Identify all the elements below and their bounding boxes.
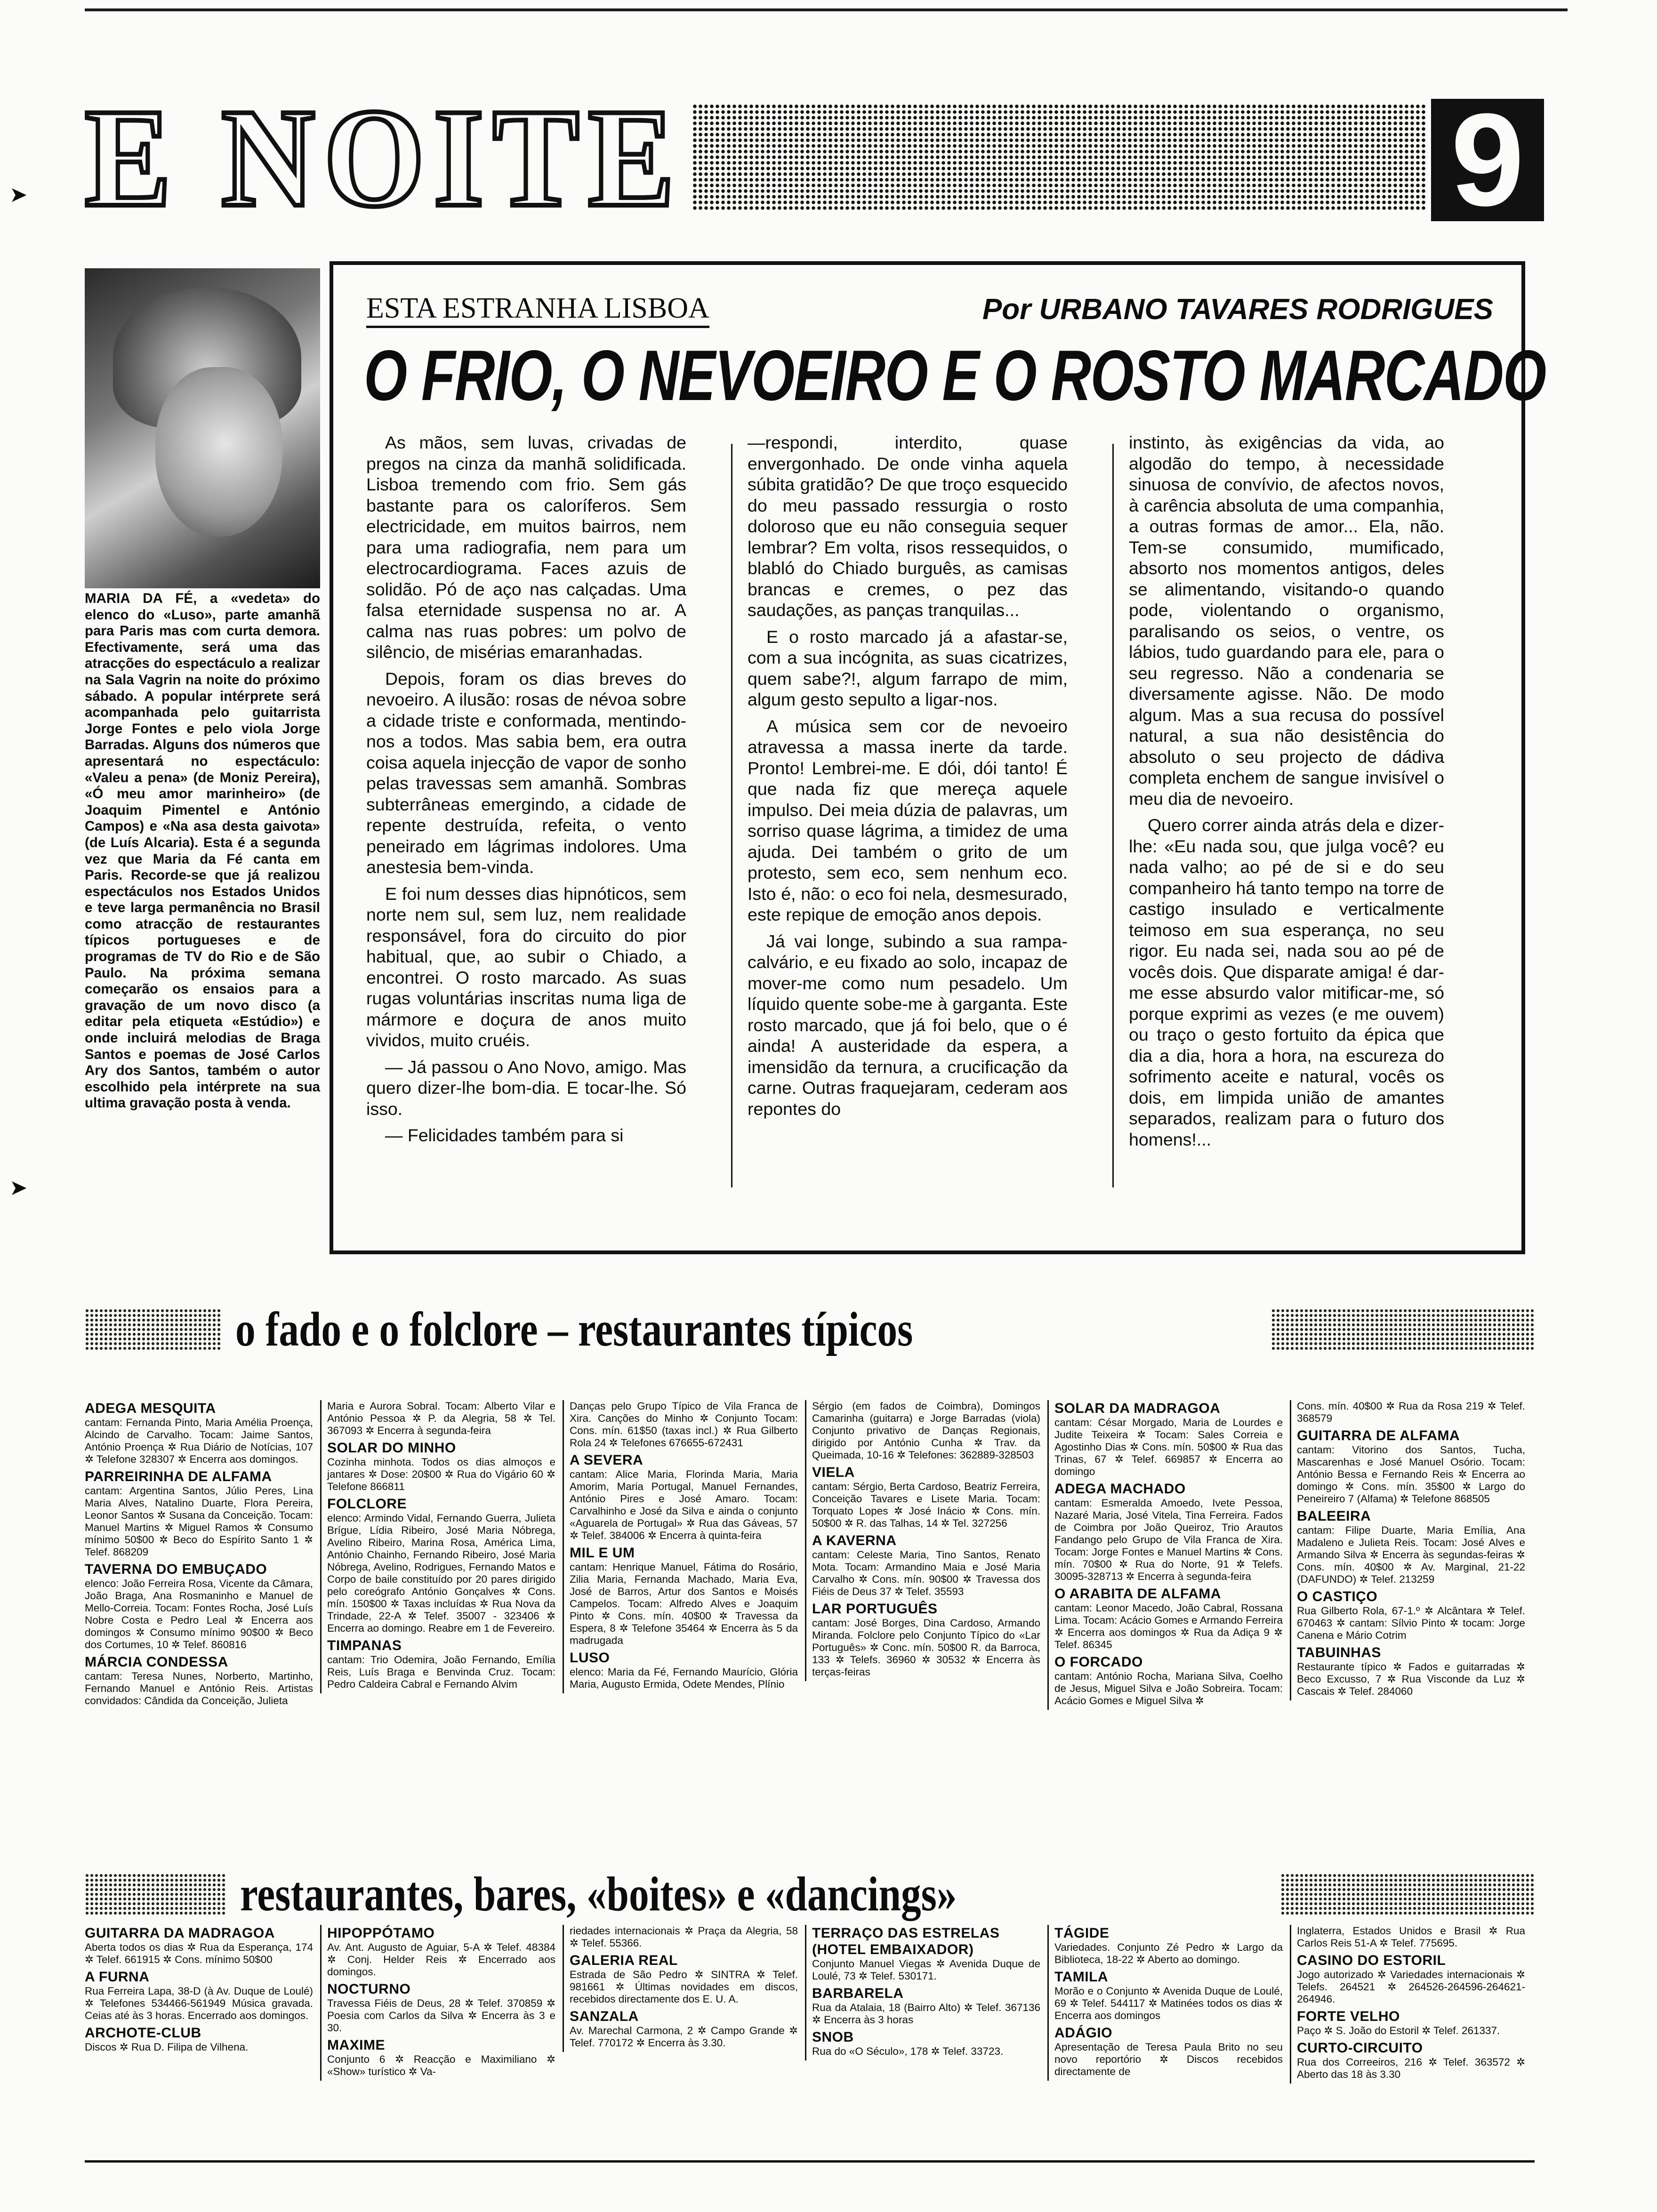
- article-byline: Por URBANO TAVARES RODRIGUES: [982, 293, 1493, 326]
- article-paragraph: A música sem cor de nevoeiro atravessa a massa inerte da tarde. Pronto! Lembrei-me. E dói, dói tanto! É que nada fiz que mereça aquele impulso. Dei meia dúzia de palavras, um sorriso quase lágrima, a timidez de uma ajuda. Dei também o grito de um protesto, sem eco, sem nenhum eco. Isto é, não: o eco foi nela, desmesurado, este repique de emoção anos depois.: [748, 716, 1068, 924]
- listing-entry: [812, 1985, 1040, 2026]
- listing-entry: [327, 1637, 555, 1691]
- listing-details: cantam: Esmeralda Amoedo, Ivete Pessoa, Nazaré Maria, José Vitela, Tina Ferreira. Fados de Coimbra por João Queiroz, Trio Arautos Fandango pelo Grupo de Vila Franca de Xira. Tocam: Jorge Fontes e Manuel Martins ✲ Cons. mín. 70$00 ✲ Rua do Norte, 91 ✲ Telefs. 30095-328713 ✲ Encerra à segunda-feira: [1054, 1497, 1283, 1582]
- article-column-2: [748, 432, 1068, 1125]
- article-paragraph: E foi num desses dias hipnóticos, sem norte nem sul, sem luz, nem realidade responsável, fora do circuito do pior habitual, que, ao subir o Chiado, a encontrei. O rosto marcado. As suas rugas voluntárias inscritas numa liga de mármore e doçura de anos muito vividos, muito cruéis.: [366, 883, 686, 1050]
- listing-entry: [85, 1925, 313, 1966]
- listing-entry: [570, 1400, 798, 1449]
- listing-details: Maria e Aurora Sobral. Tocam: Alberto Vilar e António Pessoa ✲ P. da Alegria, 58 ✲ Tel. 367093 ✲ Encerra à segunda-feira: [327, 1400, 555, 1436]
- listing-entry: [85, 1969, 313, 2022]
- listing-name: A SEVERA: [570, 1452, 643, 1468]
- listing-name: SOLAR DA MADRAGOA: [1054, 1401, 1221, 1416]
- halftone-block: [85, 1308, 221, 1351]
- listing-entry: [1297, 2040, 1525, 2081]
- section-title: restaurantes, bares, «boites» e «dancings»: [240, 1867, 957, 1921]
- listings-bars: [85, 1925, 1535, 2127]
- listing-column: [563, 1925, 798, 2052]
- listing-entry: [812, 2029, 1040, 2058]
- listing-entry: [327, 1440, 555, 1493]
- listing-details: cantam: Leonor Macedo, João Cabral, Rossana Lima. Tocam: Acácio Gomes e Armando Ferreira ✲ Encerra aos domingos ✲ Rua da Adiça 9 ✲ Telef. 86345: [1054, 1602, 1283, 1651]
- listing-name: FORTE VELHO: [1297, 2009, 1400, 2024]
- listing-details: Rua Gilberto Rola, 67-1.º ✲ Alcântara ✲ Telef. 670463 ✲ cantam: Sílvio Pinto ✲ tocam: Jorge Canena e Mário Cotrim: [1297, 1605, 1525, 1641]
- listing-details: cantam: Filipe Duarte, Maria Emília, Ana Madaleno e Julieta Reis. Tocam: José Alves e Armando Silva ✲ Encerra às segundas-feiras ✲ Cons. mín. 40$00 ✲ Av. Marginal, 21-22 (DAFUNDO) ✲ Telef. 213259: [1297, 1524, 1525, 1585]
- listing-column: [563, 1400, 798, 1693]
- feature-article-box: [330, 261, 1546, 1254]
- listing-details: Discos ✲ Rua D. Filipa de Vilhena.: [85, 2041, 249, 2053]
- listing-name: TERRAÇO DAS ESTRELAS (HOTEL EMBAIXADOR): [812, 1925, 1000, 1957]
- listing-details: cantam: Teresa Nunes, Norberto, Martinho, Fernando Manuel e António Reis. Artistas convidados: Cândida da Conceição, Julieta: [85, 1670, 313, 1707]
- listing-entry: [1297, 1952, 1525, 2005]
- halftone-block: [1271, 1308, 1535, 1351]
- listing-details: cantam: Trio Odemira, João Fernando, Emília Reis, Luís Braga e Benvinda Cruz. Tocam: Pedro Caldeira Cabral e Fernando Alvim: [327, 1654, 555, 1690]
- listing-name: FOLCLORE: [327, 1496, 407, 1512]
- listing-entry: [1297, 1427, 1525, 1505]
- article-paragraph: Já vai longe, subindo a sua rampa-calvário, e eu fixado ao solo, incapaz de mover-me como num pesadelo. Um líquido quente sobe-me à garganta. Este rosto marcado, que já foi belo, que o é ainda! A austeridade da espera, a imensidão da ternura, a crucificação da carne. Outras fraquejaram, cederam aos repontes do: [748, 931, 1068, 1119]
- listing-details: Aberta todos os dias ✲ Rua da Esperança, 174 ✲ Telef. 661915 ✲ Cons. mínimo 50$00: [85, 1941, 313, 1965]
- column-rule: [1112, 444, 1114, 1187]
- column-rule: [731, 444, 732, 1187]
- article-paragraph: As mãos, sem luvas, crivadas de pregos na cinza da manhã solidificada. Lisboa tremendo com frio. Sem gás bastante para os caloríferos. Sem electricidade, em muitos bairros, nem para uma radiografia, nem para um electrocardiograma. Faces azuis de solidão. Pó de aço nas calçadas. Uma falsa eternidade suspensa no ar. A calma nas ruas pobres: um polvo de silêncio, de misérias emaranhadas.: [366, 433, 686, 662]
- listing-entry: [812, 1400, 1040, 1461]
- listing-name: SANZALA: [570, 2009, 639, 2024]
- listing-entry: [812, 1532, 1040, 1598]
- listing-details: cantam: Henrique Manuel, Fátima do Rosário, Zilia Maria, Fernanda Machado, Maria Eva, José de Barros, Artur dos Santos e Moisés Campelos. Tocam: Alfredo Alves e Joaquim Pinto ✲ Cons. mín. 40$00 ✲ Travessa da Espera, 8 ✲ Telefone 35464 ✲ Encerra às 5 da madrugada: [570, 1561, 798, 1646]
- masthead: [85, 80, 1549, 236]
- listing-name: VIELA: [812, 1465, 855, 1480]
- article-paragraph: instinto, às exigências da vida, ao algodão do tempo, à necessidade sinuosa de convívio, de afectos novos, à carência absoluta de uma companhia, a outras formas de amor... Ela, não. Tem-se consumido, mumificado, absorto nos momentos antigos, deles se alimentando, visitando-o quando pode, violentando o organismo, paralisando os seios, o ventre, os lábios, tudo guardando para ele, para o seu regresso. Não a condenaria se diversamente agisse. Não. De modo algum. Mas a sua recusa do possível natural, a sua não desistência do absoluto o seu projecto de dádiva completa enchem de sangue invisível o meu dia de nevoeiro.: [1129, 433, 1444, 809]
- listing-details: riedades internacionais ✲ Praça da Alegria, 58 ✲ Telef. 55366.: [570, 1925, 798, 1949]
- article-paragraph: — Já passou o Ano Novo, amigo. Mas quero dizer-lhe bom-dia. E tocar-lhe. Só isso.: [366, 1057, 686, 1119]
- article-paragraph: Depois, foram os dias breves do nevoeiro. A ilusão: rosas de névoa sobre a cidade triste e conformada, mentindo-nos a todos. Mas sabia bem, era outra coisa aquela injecção de vapor de sonho pelas travessas sem amanhã. Sombras subterrâneas emergindo, a cidade de repente destruída, refeita, o vento peneirado em lágrimas indolores. Uma anestesia bem-vinda.: [366, 668, 686, 877]
- listing-details: cantam: Celeste Maria, Tino Santos, Renato Mota. Tocam: Armandino Maia e José Maria Carvalho ✲ Cons. mín. 90$00 ✲ Travessa dos Fiéis de Deus 37 ✲ Telef. 35593: [812, 1549, 1040, 1597]
- listing-details: cantam: Alice Maria, Florinda Maria, Maria Amorim, Maria Portugal, Manuel Fernandes, António Pires e José Amaro. Tocam: Carvalhinho e José da Silva e ainda o conjunto «Aguarela de Portugal» ✲ Rua das Gáveas, 57 ✲ Telef. 384006 ✲ Encerra à quinta-feira: [570, 1468, 798, 1541]
- listing-details: Av. Ant. Augusto de Aguiar, 5-A ✲ Telef. 48384 ✲ Conj. Helder Reis ✲ Encerrado aos domingos.: [327, 1941, 555, 1978]
- listing-name: O ARABITA DE ALFAMA: [1054, 1586, 1221, 1602]
- article-headline: O FRIO, O NEVOEIRO E O ROSTO MARCADO: [364, 336, 1546, 416]
- listing-entry: [570, 2008, 798, 2049]
- listing-entry: [1054, 1586, 1283, 1651]
- listing-entry: [1297, 1400, 1525, 1425]
- listing-details: cantam: Vitorino dos Santos, Tucha, Mascarenhas e José Manuel Osório. Tocam: António Bessa e Fernando Reis ✲ Encerra ao domingo ✲ Cons. mín. 35$00 ✲ Largo do Peneireiro 7 (Alfama) ✲ Telefone 868505: [1297, 1444, 1525, 1505]
- masthead-halftone-band: [692, 104, 1426, 212]
- listing-details: cantam: Sérgio, Berta Cardoso, Beatriz Ferreira, Conceição Tavares e Lisete Maria. Tocam: Torquato Lopes ✲ José Inácio ✲ Cons. mín. 50$00 ✲ R. das Talhas, 14 ✲ Tel. 327256: [812, 1481, 1040, 1529]
- listing-entry: [570, 1925, 798, 1949]
- page-number: 9: [1431, 99, 1544, 221]
- listing-entry: [812, 1464, 1040, 1530]
- top-rule: [85, 8, 1568, 11]
- listing-details: cantam: Argentina Santos, Júlio Peres, Lina Maria Alves, Natalino Duarte, Flora Pereira, Leonor Santos ✲ Susana da Conceição. Tocam: Manuel Martins ✲ Miguel Ramos ✲ Consumo mínimo 50$00 ✲ Beco do Espírito Santo 1 ✲ Telef. 868209: [85, 1485, 313, 1558]
- listing-entry: [1054, 1654, 1283, 1707]
- listing-name: ADEGA MACHADO: [1054, 1481, 1186, 1497]
- listing-column: [320, 1925, 555, 2081]
- listing-name: TAVERNA DO EMBUÇADO: [85, 1562, 267, 1577]
- listing-name: TAMILA: [1054, 1969, 1109, 1985]
- section-header-bars: [85, 1864, 1535, 1925]
- listing-details: Rua do «O Século», 178 ✲ Telef. 33723.: [812, 2045, 1004, 2057]
- listing-name: PARREIRINHA DE ALFAMA: [85, 1469, 272, 1484]
- listing-entry: [1054, 2025, 1283, 2078]
- listing-column: [805, 1925, 1040, 2060]
- listing-details: Restaurante típico ✲ Fados e guitarradas ✲ Beco Excusso, 7 ✲ Rua Visconde da Luz ✲ Cascais ✲ Telef. 284060: [1297, 1661, 1525, 1697]
- listing-name: LAR PORTUGUÊS: [812, 1601, 938, 1617]
- listing-entry: [1054, 1969, 1283, 2022]
- article-paragraph: — Felicidades também para si: [385, 1125, 624, 1145]
- listing-name: LUSO: [570, 1650, 610, 1666]
- listing-entry: [570, 1452, 798, 1542]
- listing-details: Rua Ferreira Lapa, 38-D (à Av. Duque de Loulé) ✲ Telefones 534466-561949 Música gravada. Ceias até às 3 horas. Encerrado aos domingos.: [85, 1985, 313, 2021]
- listing-details: cantam: Fernanda Pinto, Maria Amélia Proença, Alcindo de Carvalho. Tocam: Jaime Santos, António Proença ✲ Rua Diário de Notícias, 107 ✲ Telefone 328307 ✲ Encerra aos domingos.: [85, 1417, 313, 1465]
- listing-name: TABUINHAS: [1297, 1645, 1381, 1660]
- listing-name: BARBARELA: [812, 1986, 904, 2001]
- article-paragraph: —respondi, interdito, quase envergonhado. De onde vinha aquela súbita gratidão? De que troço esquecido do meu passado ressurgia o rosto doloroso que eu não conseguia sequer lembrar? Em volta, risos ressequidos, o blabló do Chiado burguês, as camisas brancas e cremes, o pez das saudações, as panças tranquilas...: [748, 433, 1068, 620]
- listing-column: [1290, 1400, 1525, 1700]
- listing-name: A FURNA: [85, 1969, 150, 1985]
- listing-details: Conjunto 6 ✲ Reacção e Maximiliano ✲ «Show» turístico ✲ Va-: [327, 2053, 555, 2077]
- listing-name: GUITARRA DA MADRAGOA: [85, 1925, 275, 1941]
- listing-entry: [327, 1981, 555, 2034]
- masthead-title: E NOITE: [85, 80, 684, 236]
- listing-details: Rua da Atalaia, 18 (Bairro Alto) ✲ Telef. 367136 ✲ Encerra às 3 horas: [812, 2002, 1040, 2026]
- listing-name: ADÁGIO: [1054, 2025, 1112, 2041]
- listing-entry: [327, 2037, 555, 2078]
- listing-details: Travessa Fiéis de Deus, 28 ✲ Telef. 370859 ✲ Poesia com Carlos da Silva ✲ Encerra às 3 e 30.: [327, 1997, 555, 2034]
- listing-column: [85, 1400, 313, 1710]
- article-column-1: [366, 432, 686, 1152]
- listing-details: Morão e o Conjunto ✲ Avenida Duque de Loulé, 69 ✲ Telef. 544117 ✲ Matinées todos os dias ✲ Encerra aos domingos: [1054, 1985, 1283, 2021]
- listing-column: [1047, 1400, 1283, 1710]
- listing-name: CASINO DO ESTORIL: [1297, 1953, 1446, 1968]
- listing-name: HIPOPPÓTAMO: [327, 1925, 435, 1941]
- listing-entry: [570, 1952, 798, 2005]
- listing-column: [85, 1925, 313, 2056]
- listing-details: elenco: João Ferreira Rosa, Vicente da Câmara, João Braga, Ana Rosmaninho e Manuel de Mello-Correia. Tocam: Fontes Rocha, José Luís Nobre Costa e Pedro Leal ✲ Encerra aos domingos ✲ Consumo mínimo 90$00 ✲ Beco dos Cortumes, 10 ✲ Telef. 860816: [85, 1578, 313, 1651]
- listing-details: Jogo autorizado ✲ Variedades internacionais ✲ Telefs. 264521 ✲ 264526-264596-264621-264946.: [1297, 1969, 1525, 2005]
- listing-name: TIMPANAS: [327, 1638, 402, 1653]
- article-paragraph: E o rosto marcado já a afastar-se, com a sua incógnita, as suas cicatrizes, quem sabe?!, algum farrapo de mim, algum gesto sepulto a ligar-nos.: [748, 626, 1068, 709]
- portrait-photo: [85, 268, 320, 588]
- listing-name: TÁGIDE: [1054, 1925, 1110, 1941]
- listing-entry: [85, 1400, 313, 1466]
- listing-details: Av. Marechal Carmona, 2 ✲ Campo Grande ✲ Telef. 770172 ✲ Encerra às 3.30.: [570, 2025, 798, 2049]
- listing-details: cantam: César Morgado, Maria de Lourdes e Judite Teixeira ✲ Tocam: Sales Correia e Agostinho Dias ✲ Cons. mín. 50$00 ✲ Rua das Trinas, 67 ✲ Telef. 669857 ✲ Encerra ao domingo: [1054, 1417, 1283, 1477]
- listing-details: Paço ✲ S. João do Estoril ✲ Telef. 261337.: [1297, 2025, 1500, 2036]
- listing-column: [320, 1400, 555, 1693]
- article-kicker: ESTA ESTRANHA LISBOA: [366, 291, 709, 328]
- margin-arrow-icon: ➤: [9, 1175, 28, 1200]
- listing-details: Conjunto Manuel Viegas ✲ Avenida Duque de Loulé, 73 ✲ Telef. 530171.: [812, 1958, 1040, 1982]
- listing-details: Apresentação de Teresa Paula Brito no seu novo reportório ✲ Discos recebidos directamente de: [1054, 2041, 1283, 2077]
- listing-name: NOCTURNO: [327, 1981, 411, 1997]
- listing-entry: [570, 1650, 798, 1691]
- listing-entry: [85, 1468, 313, 1558]
- listing-details: elenco: Armindo Vidal, Fernando Guerra, Julieta Brígue, Lídia Ribeiro, José Maria Nóbrega, Avelino Ribeiro, Marina Rosa, América Lima, António Chainho, Fernando Ribeiro, José Maria Nóbrega, Avelino, Rodrigues, Fernando Matos e Corpo de baile constituído por 20 pares dirigido pelo coreógrafo António Gonçalves ✲ Cons. mín. 150$00 ✲ Taxas incluídas ✲ Rua Nova da Trindade, 22-A ✲ Telef. 35007 - 323406 ✲ Encerra ao domingo. Reabre em 1 de Fevereiro.: [327, 1512, 555, 1634]
- section-title: o fado e o folclore – restaurantes típicos: [235, 1302, 913, 1356]
- halftone-block: [85, 1873, 226, 1915]
- listing-entry: [327, 1496, 555, 1635]
- listing-entry: [1297, 2008, 1525, 2037]
- listing-details: elenco: Maria da Fé, Fernando Maurício, Glória Maria, Augusto Ermida, Odete Mendes, Plínio: [570, 1666, 798, 1690]
- listing-details: Cons. mín. 40$00 ✲ Rua da Rosa 219 ✲ Telef. 368579: [1297, 1400, 1525, 1424]
- listing-details: cantam: António Rocha, Mariana Silva, Coelho de Jesus, Miguel Silva e João Sobreira. Tocam: Acácio Gomes e Miguel Silva ✲: [1054, 1670, 1283, 1707]
- listing-name: GUITARRA DE ALFAMA: [1297, 1428, 1460, 1443]
- listing-entry: [1054, 1925, 1283, 1966]
- listing-name: O FORCADO: [1054, 1654, 1143, 1670]
- listing-column: [1047, 1925, 1283, 2081]
- bottom-rule: [85, 2160, 1535, 2163]
- listing-details: Rua dos Correeiros, 216 ✲ Telef. 363572 ✲ Aberto das 18 às 3.30: [1297, 2056, 1525, 2080]
- listing-entry: [1297, 1508, 1525, 1586]
- listing-entry: [1297, 1925, 1525, 1949]
- listing-name: ARCHOTE-CLUB: [85, 2025, 201, 2041]
- listing-name: MAXIME: [327, 2037, 385, 2053]
- listing-details: Sérgio (em fados de Coimbra), Domingos Camarinha (guitarra) e Jorge Barradas (viola) Conjunto privativo de Danças Regionais, dirigido por António Cunha ✲ Trav. da Queimada, 10-16 ✲ Telefones: 362889-328503: [812, 1400, 1040, 1461]
- listing-entry: [85, 1561, 313, 1651]
- listing-name: BALEEIRA: [1297, 1508, 1371, 1524]
- listing-entry: [327, 1925, 555, 1978]
- listing-entry: [1297, 1644, 1525, 1698]
- listing-name: GALERIA REAL: [570, 1953, 678, 1968]
- listing-entry: [85, 1654, 313, 1707]
- listing-details: Inglaterra, Estados Unidos e Brasil ✲ Rua Carlos Reis 51-A ✲ Telef. 775695.: [1297, 1925, 1525, 1949]
- listing-name: O CASTIÇO: [1297, 1589, 1378, 1604]
- listing-entry: [1054, 1481, 1283, 1583]
- listing-column: [1290, 1925, 1525, 2084]
- listing-entry: [1297, 1588, 1525, 1642]
- listing-details: Variedades. Conjunto Zé Pedro ✲ Largo da Biblioteca, 18-22 ✲ Aberto ao domingo.: [1054, 1941, 1283, 1965]
- listing-name: CURTO-CIRCUITO: [1297, 2040, 1423, 2056]
- listing-entry: [570, 1545, 798, 1647]
- listing-entry: [812, 1925, 1040, 1982]
- listing-name: SOLAR DO MINHO: [327, 1440, 456, 1456]
- margin-arrow-icon: ➤: [9, 182, 28, 207]
- listing-name: SNOB: [812, 2029, 854, 2045]
- listing-name: ADEGA MESQUITA: [85, 1401, 216, 1416]
- listing-details: Danças pelo Grupo Típico de Vila Franca de Xira. Canções do Minho ✲ Conjunto Tocam: Cons. mín. 61$50 (taxas incl.) ✲ Rua Gilberto Rola 24 ✲ Telefones 676655-672431: [570, 1400, 798, 1449]
- section-header-fado: [85, 1299, 1535, 1360]
- listing-details: Cozinha minhota. Todos os dias almoços e jantares ✲ Dose: 20$00 ✲ Rua do Vigário 60 ✲ Telefone 866811: [327, 1456, 555, 1492]
- listing-details: cantam: José Borges, Dina Cardoso, Armando Miranda. Folclore pelo Conjunto Típico do «Lar Português» ✲ Conc. mín. 50$00 R. da Barroca, 133 ✲ Telefs. 36960 ✲ 30532 ✲ Encerra às terças-feiras: [812, 1617, 1040, 1678]
- portrait-face-shape: [155, 367, 282, 537]
- halftone-block: [1280, 1873, 1535, 1915]
- photo-caption: MARIA DA FÉ, a «vedeta» do elenco do «Luso», parte amanhã para Paris mas com curta demora. Efectivamente, será uma das atracções do espectáculo a realizar na Sala Vagrin na noite do próximo sábado. A popular intérprete será acompanhada pelo guitarrista Jorge Fontes e pelo viola Jorge Barradas. Alguns dos números que apresentará no espectáculo: «Valeu a pena» (de Moniz Pereira), «Ó meu amor marinheiro» (de Joaquim Pimentel e António Campos) e «Na asa desta gaivota» (de Luís Alcaria). Esta é a segunda vez que Maria da Fé canta em Paris. Recorde-se que já realizou espectáculos nos Estados Unidos e teve larga permanência no Brasil como atracção de restaurantes típicos portugueses e de programas de TV do Rio e de São Paulo. Na próxima semana começarão os ensaios para a gravação de um novo disco (a editar pela etiqueta «Estúdio») e onde incluirá melodias de Braga Santos e poemas de José Carlos Ary dos Santos, também o autor escolhido pela intérprete na sua ultima gravação posta à venda.: [85, 591, 320, 1111]
- listing-column: [805, 1400, 1040, 1681]
- article-paragraph: Quero correr ainda atrás dela e dizer-lhe: «Eu nada sou, que julga você? eu nada valho; ao pé de si e do seu companheiro há tanto tempo na torre de castigo insulado e verticalmente teimoso em sua esperança, no seu rigor. Eu nada sei, nada sou ao pé de vocês dois. Que disparate amiga! é dar-me esse absurdo valor mitificar-me, só porque exprimi as vezes (e me ouvem) ou traço o gesto fortuito da épica que dia a dia, hora a hora, na escureza do sofrimento aceite e natural, vocês os dois, em limpida união de amantes separados, realizam para o futuro dos homens!...: [1129, 815, 1444, 1149]
- listing-name: MÁRCIA CONDESSA: [85, 1654, 228, 1670]
- listings-fado: [85, 1400, 1535, 1814]
- listing-entry: [327, 1400, 555, 1437]
- article-column-3: [1129, 432, 1444, 1155]
- listing-entry: [812, 1601, 1040, 1678]
- listing-details: Estrada de São Pedro ✲ SINTRA ✲ Telef. 981661 ✲ Últimas novidades em discos, recebidos directamente dos E. U. A.: [570, 1969, 798, 2005]
- listing-entry: [85, 2025, 313, 2053]
- listing-entry: [1054, 1400, 1283, 1478]
- listing-name: A KAVERNA: [812, 1533, 897, 1548]
- listing-name: MIL E UM: [570, 1545, 635, 1561]
